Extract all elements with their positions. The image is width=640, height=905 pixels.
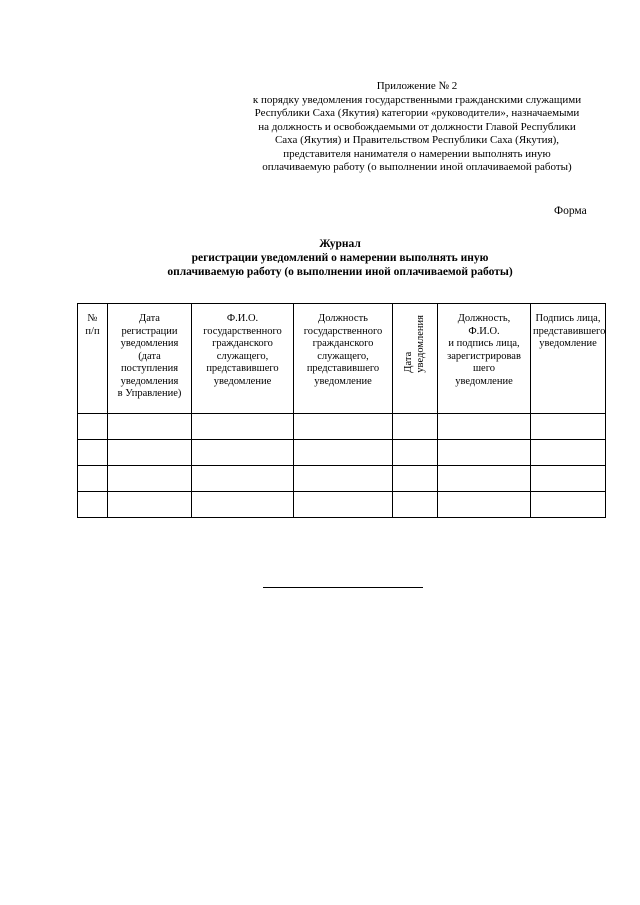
appendix-line: Республики Саха (Якутия) категории «руководители», назначаемыми [254, 107, 580, 119]
table-cell [294, 414, 393, 440]
table-cell [531, 492, 606, 518]
header-notification-date [393, 304, 438, 414]
table-cell [438, 492, 531, 518]
table-cell [531, 466, 606, 492]
appendix-header [222, 80, 612, 175]
appendix-line: Саха (Якутия) и Правительством Республики Саха (Якутия), [274, 134, 560, 146]
table-cell [294, 466, 393, 492]
header-submitter-signature [531, 304, 606, 414]
appendix-line: оплачиваемую работу (о выполнении иной оплачиваемой работы) [262, 161, 572, 173]
header-employee-name [192, 304, 294, 414]
table-cell [108, 492, 192, 518]
header-registration-date-label: Дата регистрации уведомления (дата поступления уведомления в Управление) [117, 313, 182, 399]
journal-title: Журнал [319, 238, 361, 250]
table-cell [393, 414, 438, 440]
header-registrar [438, 304, 531, 414]
table-row [78, 414, 606, 440]
header-registration-date [108, 304, 192, 414]
form-label: Форма [554, 205, 587, 217]
table-cell [192, 414, 294, 440]
header-notification-date-label: Дата уведомления [403, 315, 426, 373]
header-employee-name-label: Ф.И.О. государственного гражданского служащего, представившего уведомление [203, 313, 282, 387]
table-cell [192, 492, 294, 518]
table-cell [438, 466, 531, 492]
appendix-line: на должность и освобождаемыми от должности Главой Республики [258, 120, 576, 133]
table-row [78, 440, 606, 466]
table-cell [531, 414, 606, 440]
signature-line [263, 587, 423, 588]
table-cell [192, 466, 294, 492]
table-cell [78, 440, 108, 466]
header-employee-position-label: Должность государственного гражданского служащего, представившего уведомление [303, 313, 383, 387]
journal-title-block [120, 237, 560, 279]
table-cell [294, 440, 393, 466]
header-number [78, 304, 108, 414]
journal-subtitle-line: регистрации уведомлений о намерении выполнять иную [191, 252, 489, 264]
header-submitter-signature-label: Подпись лица, представившего уведомление [533, 313, 606, 349]
table-cell [108, 414, 192, 440]
table-cell [393, 466, 438, 492]
table-cell [393, 492, 438, 518]
table-cell [294, 492, 393, 518]
table-cell [393, 440, 438, 466]
header-registrar-label: Должность, Ф.И.О. и подпись лица, зарегистрировав шего уведомление [447, 313, 521, 387]
table-cell [78, 466, 108, 492]
table-cell [438, 414, 531, 440]
table-cell [438, 440, 531, 466]
table-header-row [78, 304, 606, 414]
journal-subtitle-line: оплачиваемую работу (о выполнении иной оплачиваемой работы) [167, 266, 513, 278]
registration-table [77, 303, 606, 518]
table-row [78, 492, 606, 518]
table-cell [108, 466, 192, 492]
table-cell [192, 440, 294, 466]
table-body [78, 414, 606, 518]
appendix-line: к порядку уведомления государственными гражданскими служащими [252, 93, 582, 106]
table-row [78, 466, 606, 492]
appendix-line: Приложение № 2 [376, 80, 458, 92]
header-number-label: № п/п [85, 313, 100, 337]
appendix-line: представителя нанимателя о намерении выполнять иную [283, 147, 551, 160]
table-cell [78, 414, 108, 440]
table-cell [78, 492, 108, 518]
header-employee-position [294, 304, 393, 414]
table-cell [531, 440, 606, 466]
table-cell [108, 440, 192, 466]
